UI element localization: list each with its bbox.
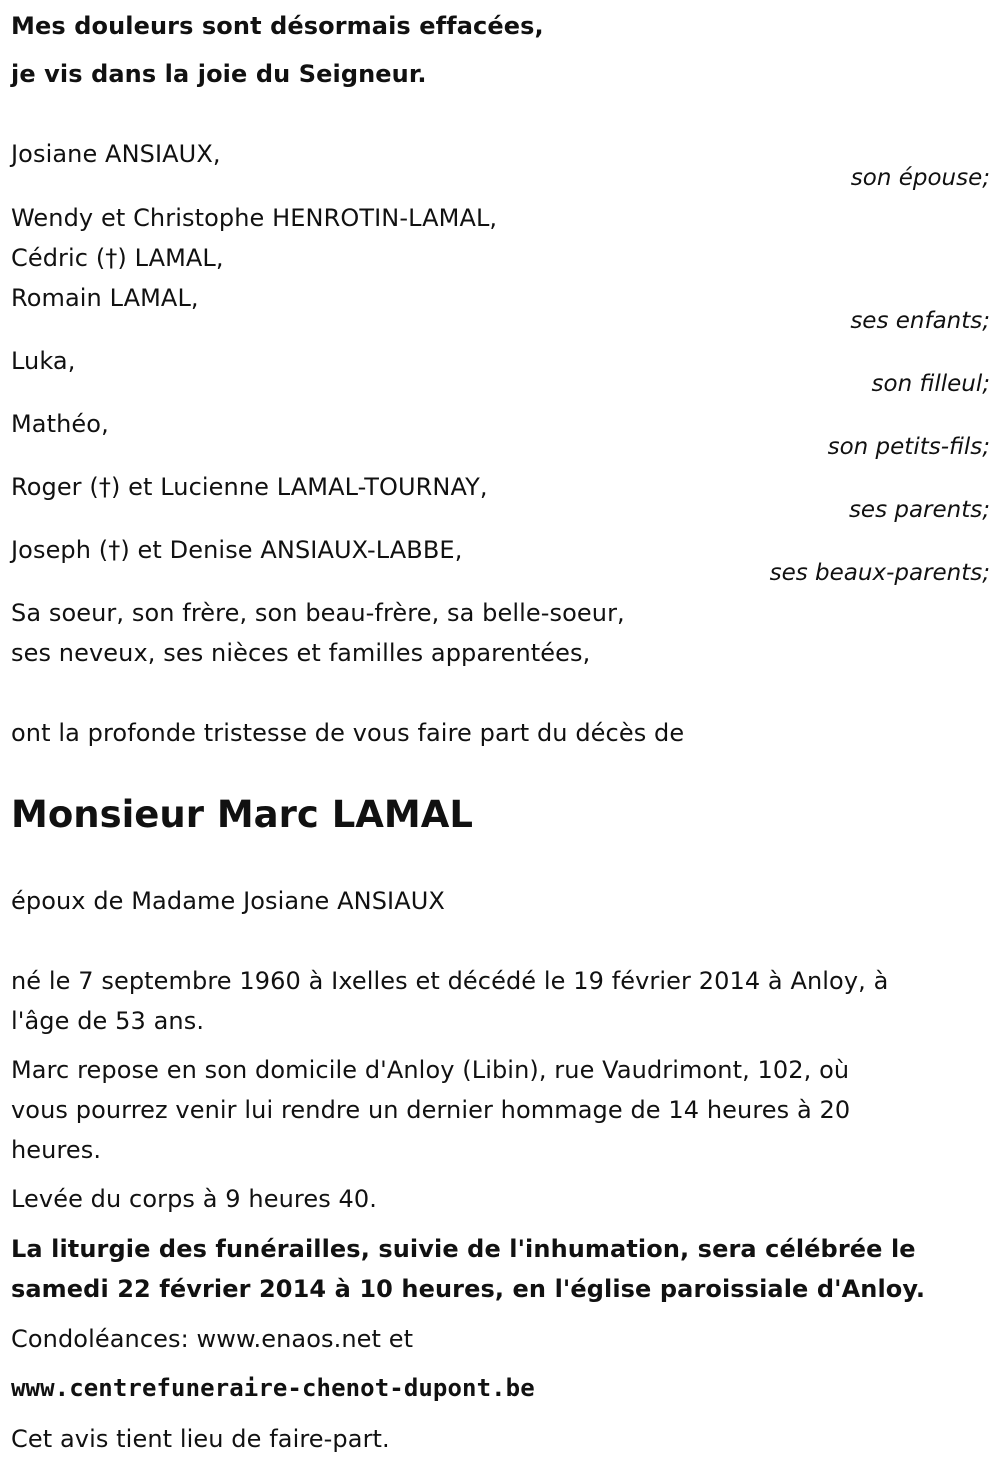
closing-text: Cet avis tient lieu de faire-part.: [11, 1425, 390, 1453]
verse-line-1: Mes douleurs sont désormais effacées,: [11, 12, 544, 40]
child-1: Wendy et Christophe HENROTIN-LAMAL,: [11, 204, 498, 232]
repose-line-2: vous pourrez venir lui rendre un dernier hommage de 14 heures à 20: [11, 1096, 851, 1124]
deceased-name: Monsieur Marc LAMAL: [11, 793, 473, 836]
godson-name: Luka,: [11, 347, 76, 375]
relatives-line-2: ses neveux, ses nièces et familles apparentées,: [11, 639, 591, 667]
godson-role: son filleul;: [871, 371, 990, 397]
spouse-of: époux de Madame Josiane ANSIAUX: [11, 887, 445, 915]
parents-names: Roger (†) et Lucienne LAMAL-TOURNAY,: [11, 473, 488, 501]
birth-death-line-1: né le 7 septembre 1960 à Ixelles et décédé le 19 février 2014 à Anloy, à: [11, 967, 889, 995]
spouse-role: son épouse;: [850, 165, 990, 191]
condolences-text: Condoléances: www.enaos.net et: [11, 1325, 414, 1353]
announcement-text: ont la profonde tristesse de vous faire part du décès de: [11, 719, 685, 747]
child-2: Cédric (†) LAMAL,: [11, 244, 224, 272]
grandson-name: Mathéo,: [11, 410, 109, 438]
inlaws-names: Joseph (†) et Denise ANSIAUX-LABBE,: [11, 536, 463, 564]
spouse-name: Josiane ANSIAUX,: [11, 140, 221, 168]
repose-line-3: heures.: [11, 1136, 102, 1164]
verse-line-2: je vis dans la joie du Seigneur.: [11, 60, 427, 88]
birth-death-line-2: l'âge de 53 ans.: [11, 1007, 205, 1035]
repose-line-1: Marc repose en son domicile d'Anloy (Libin), rue Vaudrimont, 102, où: [11, 1056, 850, 1084]
liturgy-line-2: samedi 22 février 2014 à 10 heures, en l'église paroissiale d'Anloy.: [11, 1275, 926, 1303]
relatives-line-1: Sa soeur, son frère, son beau-frère, sa belle-soeur,: [11, 599, 625, 627]
inlaws-role: ses beaux-parents;: [769, 560, 990, 586]
parents-role: ses parents;: [848, 497, 990, 523]
grandson-role: son petits-fils;: [827, 434, 990, 460]
child-3: Romain LAMAL,: [11, 284, 199, 312]
liturgy-line-1: La liturgie des funérailles, suivie de l'inhumation, sera célébrée le: [11, 1235, 916, 1263]
funeral-home-link[interactable]: www.centrefuneraire-chenot-dupont.be: [11, 1374, 535, 1402]
children-role: ses enfants;: [850, 308, 990, 334]
levee-text: Levée du corps à 9 heures 40.: [11, 1185, 377, 1213]
